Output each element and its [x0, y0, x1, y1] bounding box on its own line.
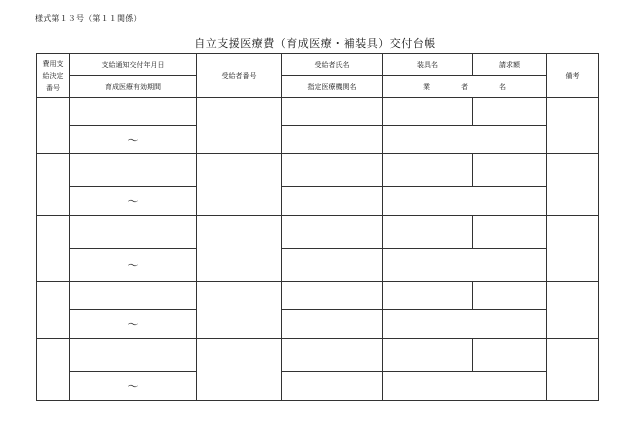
entry-1-bottom: [37, 126, 599, 154]
recipient-name-cell[interactable]: [282, 154, 383, 187]
decision-number-cell[interactable]: [37, 154, 70, 216]
recipient-name-cell[interactable]: [282, 339, 383, 372]
entry-4-bottom: [37, 310, 599, 339]
notice-date-cell[interactable]: [70, 282, 197, 310]
vendor-name-cell[interactable]: [383, 310, 547, 339]
decision-number-cell[interactable]: [37, 339, 70, 401]
header-medical-institution: 指定医療機関名: [282, 76, 383, 98]
header-decision-number: 費用支 給決定 番号: [37, 54, 70, 98]
entry-4-top: [37, 282, 599, 310]
entry-2-bottom: [37, 187, 599, 216]
billed-amount-cell[interactable]: [473, 98, 547, 126]
recipient-number-cell[interactable]: [197, 339, 282, 401]
notice-date-cell[interactable]: [70, 339, 197, 372]
ledger-table: [36, 53, 599, 401]
vendor-name-cell[interactable]: [383, 372, 547, 401]
validity-period-cell[interactable]: [70, 310, 197, 339]
recipient-name-cell[interactable]: [282, 282, 383, 310]
medical-institution-cell[interactable]: [282, 126, 383, 154]
entry-1-top: [37, 98, 599, 126]
entry-5-bottom: [37, 372, 599, 401]
entry-3-bottom: [37, 249, 599, 282]
recipient-name-cell[interactable]: [282, 98, 383, 126]
header-row-1: [37, 54, 599, 76]
recipient-number-cell[interactable]: [197, 282, 282, 339]
period-separator: ～: [127, 380, 139, 393]
device-name-cell[interactable]: [383, 282, 473, 310]
device-name-cell[interactable]: [383, 98, 473, 126]
vendor-name-cell[interactable]: [383, 187, 547, 216]
entry-2-top: [37, 154, 599, 187]
validity-period-cell[interactable]: [70, 249, 197, 282]
header-notice-date: 支給通知交付年月日: [70, 54, 197, 76]
remarks-cell[interactable]: [547, 154, 599, 216]
billed-amount-cell[interactable]: [473, 216, 547, 249]
form-number: 様式第１３号（第１１関係）: [35, 14, 142, 23]
vendor-name-cell[interactable]: [383, 249, 547, 282]
header-validity-period: 育成医療有効期間: [70, 76, 197, 98]
medical-institution-cell[interactable]: [282, 310, 383, 339]
medical-institution-cell[interactable]: [282, 372, 383, 401]
decision-number-cell[interactable]: [37, 98, 70, 154]
notice-date-cell[interactable]: [70, 216, 197, 249]
billed-amount-cell[interactable]: [473, 282, 547, 310]
notice-date-cell[interactable]: [70, 154, 197, 187]
decision-number-cell[interactable]: [37, 216, 70, 282]
device-name-cell[interactable]: [383, 216, 473, 249]
period-separator: ～: [127, 318, 139, 331]
period-separator: ～: [127, 195, 139, 208]
document-title: 自立支援医療費（育成医療・補装具）交付台帳: [194, 37, 436, 50]
entry-5-top: [37, 339, 599, 372]
recipient-number-cell[interactable]: [197, 216, 282, 282]
validity-period-cell[interactable]: [70, 126, 197, 154]
entry-3-top: [37, 216, 599, 249]
remarks-cell[interactable]: [547, 282, 599, 339]
device-name-cell[interactable]: [383, 154, 473, 187]
header-recipient-number: 受給者番号: [197, 54, 282, 98]
recipient-name-cell[interactable]: [282, 216, 383, 249]
notice-date-cell[interactable]: [70, 98, 197, 126]
billed-amount-cell[interactable]: [473, 154, 547, 187]
decision-number-cell[interactable]: [37, 282, 70, 339]
validity-period-cell[interactable]: [70, 187, 197, 216]
billed-amount-cell[interactable]: [473, 339, 547, 372]
medical-institution-cell[interactable]: [282, 249, 383, 282]
header-vendor-name: 業 者 名: [383, 76, 547, 98]
medical-institution-cell[interactable]: [282, 187, 383, 216]
recipient-number-cell[interactable]: [197, 98, 282, 154]
validity-period-cell[interactable]: [70, 372, 197, 401]
period-separator: ～: [127, 133, 139, 147]
remarks-cell[interactable]: [547, 216, 599, 282]
recipient-number-cell[interactable]: [197, 154, 282, 216]
header-remarks: 備考: [547, 54, 599, 98]
header-billed-amount: 請求額: [473, 54, 547, 76]
device-name-cell[interactable]: [383, 339, 473, 372]
header-recipient-name: 受給者氏名: [282, 54, 383, 76]
header-device-name: 装具名: [383, 54, 473, 76]
period-separator: ～: [127, 259, 139, 272]
header-row-2: [37, 76, 599, 98]
vendor-name-cell[interactable]: [383, 126, 547, 154]
remarks-cell[interactable]: [547, 339, 599, 401]
remarks-cell[interactable]: [547, 98, 599, 154]
